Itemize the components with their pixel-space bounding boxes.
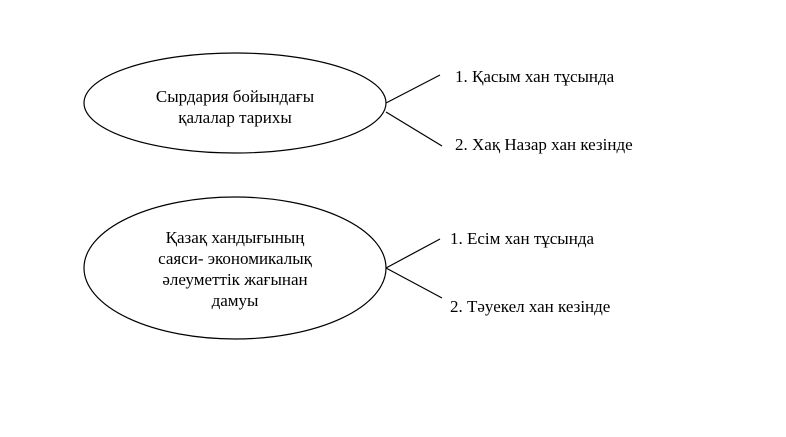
connector-2-2 — [386, 268, 442, 298]
center-label-line: Сырдария бойындағы — [155, 87, 315, 106]
center-label-line: әлеуметтік жағынан — [162, 270, 308, 289]
connector-2-1 — [386, 239, 440, 268]
center-label-1 — [110, 86, 360, 128]
branch-label-1-1: 1. Қасым хан тұсында — [455, 67, 615, 86]
center-label-line: саяси- экономикалық — [158, 249, 312, 268]
connector-1-1 — [386, 75, 440, 103]
center-label-line: Қазақ хандығының — [165, 228, 305, 247]
branch-label-1-2: 2. Хақ Назар хан кезінде — [455, 135, 633, 154]
center-label-line: қалалар тарихы — [178, 108, 292, 127]
connector-1-2 — [386, 112, 442, 146]
branch-label-2-1: 1. Есім хан тұсында — [450, 229, 595, 248]
center-label-2 — [110, 227, 360, 311]
center-label-line: дамуы — [211, 291, 259, 310]
branch-label-2-2: 2. Тәуекел хан кезінде — [450, 297, 611, 316]
